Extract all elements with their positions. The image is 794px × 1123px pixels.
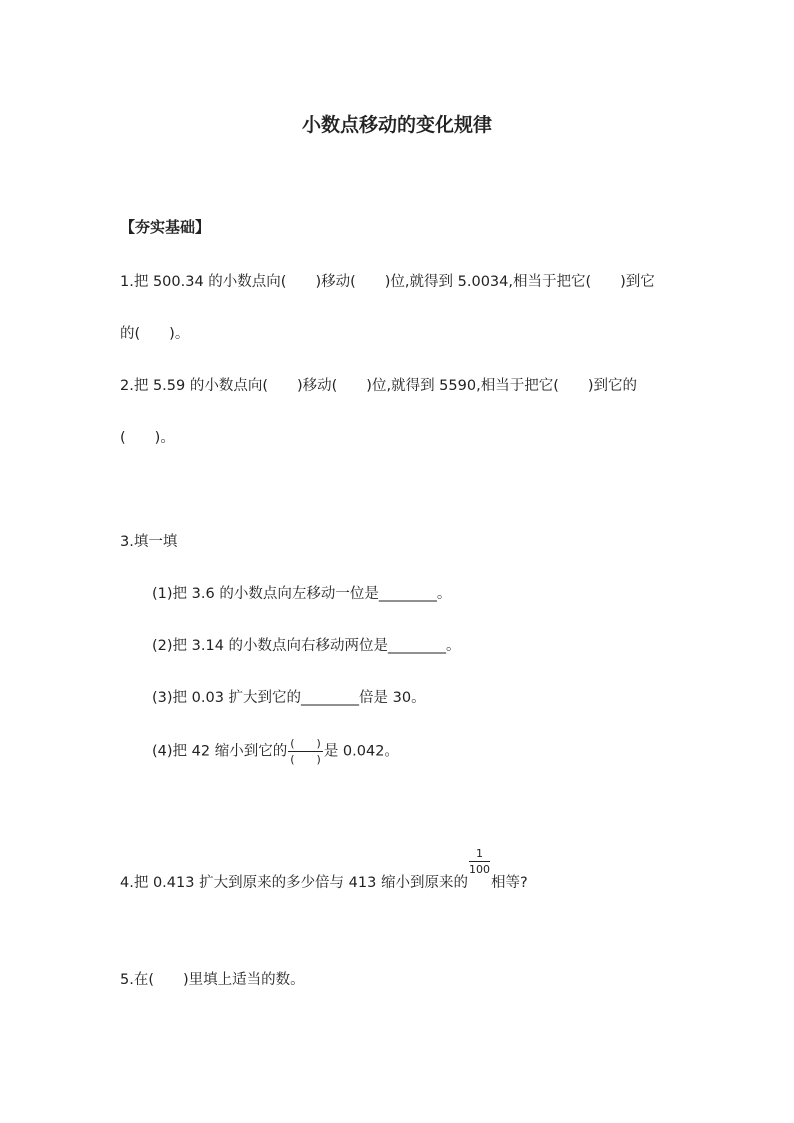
fraction-denominator: 100 [468, 863, 490, 876]
fraction-blank [288, 738, 323, 765]
question-1-line-1: 1.把 500.34 的小数点向( )移动( )位,就得到 5.0034,相当于把它( )到它 [120, 274, 655, 290]
question-3-item-4-suffix: 是 0.042。 [323, 743, 399, 760]
question-2-line-2: ( )。 [120, 430, 175, 446]
fraction-numerator: ( ) [290, 737, 321, 750]
question-4-suffix: 相等? [490, 875, 528, 891]
question-3-item-1: (1)把 3.6 的小数点向左移动一位是________。 [152, 586, 452, 602]
page-title: 小数点移动的变化规律 [301, 114, 492, 136]
question-3-item-4 [152, 738, 399, 765]
question-3-item-2: (2)把 3.14 的小数点向右移动两位是________。 [152, 638, 461, 654]
fraction-one-hundredth [469, 848, 490, 875]
question-3-item-3: (3)把 0.03 扩大到它的________倍是 30。 [152, 690, 426, 706]
question-2-line-1: 2.把 5.59 的小数点向( )移动( )位,就得到 5590,相当于把它( )到它的 [120, 378, 638, 394]
fraction-denominator: ( ) [290, 753, 321, 766]
section-header: 【夯实基础】 [120, 218, 211, 236]
question-3-title: 3.填一填 [120, 534, 178, 550]
question-4-prefix: 4.把 0.413 扩大到原来的多少倍与 413 缩小到原来的 [120, 875, 468, 891]
question-3-item-4-prefix: (4)把 42 缩小到它的 [152, 743, 288, 760]
question-1-line-2: 的( )。 [120, 326, 190, 342]
question-4 [120, 848, 528, 892]
question-5: 5.在( )里填上适当的数。 [120, 972, 305, 988]
fraction-numerator: 1 [469, 848, 490, 862]
